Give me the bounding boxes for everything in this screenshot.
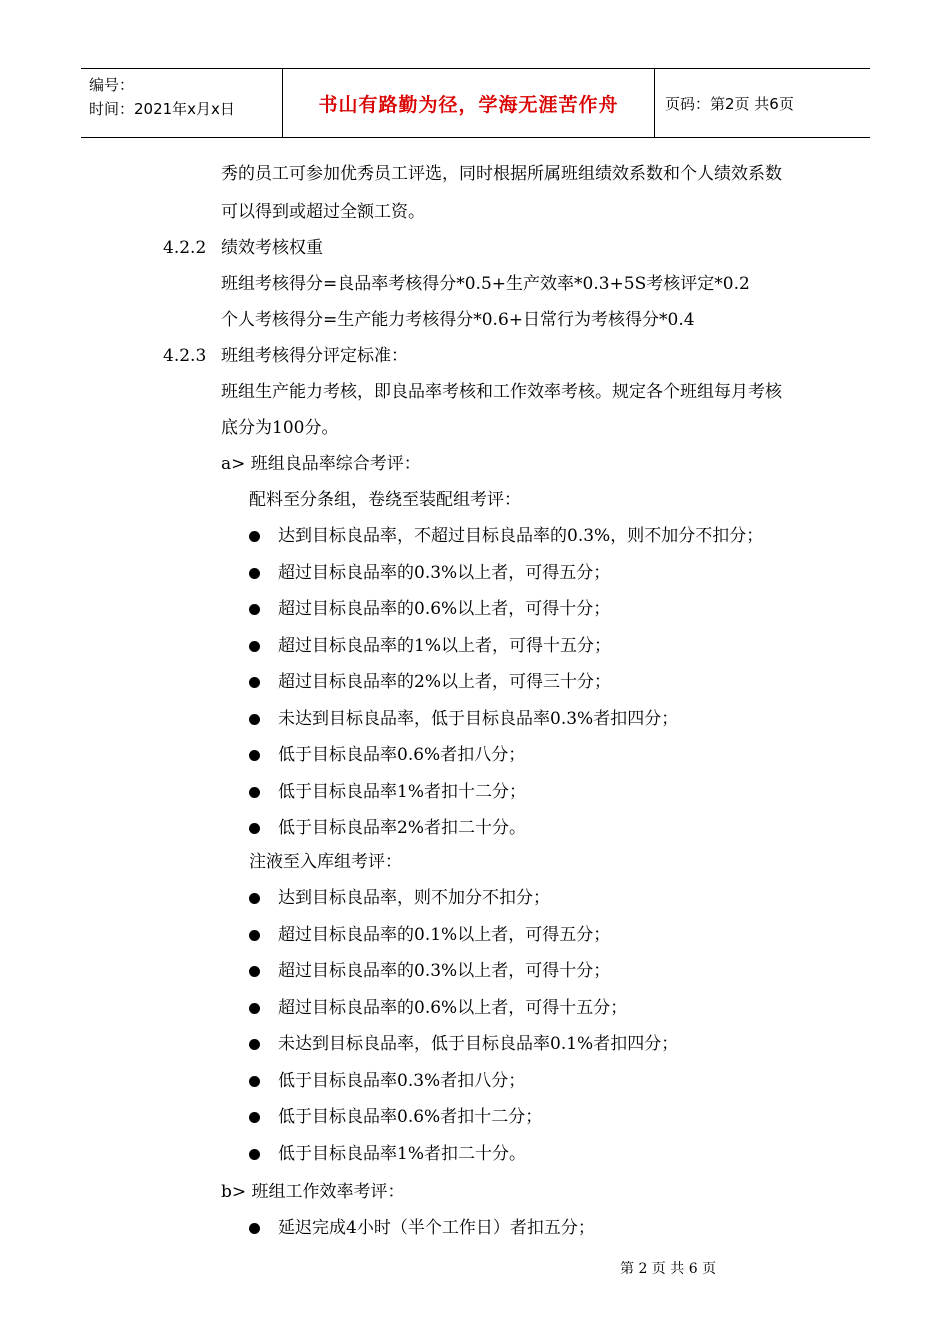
group-heading: 注液至入库组考评： [249, 852, 402, 872]
bullet-icon [249, 677, 260, 688]
bullet-icon [249, 1223, 260, 1234]
bullet-icon [249, 1003, 260, 1014]
bullet-icon [249, 714, 260, 725]
list-item: 达到目标良品率，不超过目标良品率的0.3%，则不加分不扣分； [278, 526, 764, 546]
bullet-icon [249, 568, 260, 579]
list-item: 延迟完成4小时（半个工作日）者扣五分； [278, 1218, 595, 1238]
paragraph-line: 底分为100分。 [221, 418, 339, 438]
bullet-icon [249, 1039, 260, 1050]
section-number: 4.2.2 [163, 238, 207, 258]
list-item: 未达到目标良品率，低于目标良品率0.1%者扣四分； [278, 1034, 679, 1054]
list-item: 低于目标良品率2%者扣二十分。 [278, 818, 526, 838]
bullet-icon [249, 1149, 260, 1160]
page-header [81, 68, 870, 138]
bullet-icon [249, 823, 260, 834]
footer-page-number: 第 2 页 共 6 页 [620, 1261, 717, 1277]
bullet-icon [249, 750, 260, 761]
bullet-icon [249, 531, 260, 542]
group-heading: 配料至分条组，卷绕至装配组考评： [249, 490, 521, 510]
list-item: 低于目标良品率0.3%者扣八分； [278, 1070, 526, 1091]
list-item: 低于目标良品率1%者扣二十分。 [278, 1143, 526, 1164]
bullet-icon [249, 641, 260, 652]
header-meta [81, 69, 282, 137]
bullet-icon [249, 893, 260, 904]
section-heading: 班组考核得分评定标准： [221, 346, 408, 366]
list-item: 超过目标良品率的0.6%以上者，可得十分； [278, 599, 611, 619]
number-label: 编号： [89, 76, 135, 94]
header-motto-cell [282, 69, 655, 137]
list-item: 超过目标良品率的2%以上者，可得三十分； [278, 672, 611, 692]
time-label: 时间：2021年x月x日 [89, 100, 235, 118]
page-footer [0, 1258, 950, 1278]
list-item: 低于目标良品率0.6%者扣八分； [278, 745, 526, 765]
header-page-info [655, 69, 870, 137]
subsection-label: b> 班组工作效率考评： [221, 1182, 405, 1202]
motto-text: 书山有路勤为径，学海无涯苦作舟 [318, 93, 619, 116]
list-item: 达到目标良品率，则不加分不扣分； [278, 888, 550, 908]
bullet-icon [249, 1076, 260, 1087]
list-item: 未达到目标良品率，低于目标良品率0.3%者扣四分； [278, 708, 679, 729]
list-item: 低于目标良品率0.6%者扣十二分； [278, 1107, 543, 1127]
list-item: 低于目标良品率1%者扣十二分； [278, 781, 526, 802]
formula-line: 班组考核得分=良品率考核得分*0.5+生产效率*0.3+5S考核评定*0.2 [221, 274, 750, 294]
list-item: 超过目标良品率的0.1%以上者，可得五分； [278, 924, 611, 945]
paragraph-line: 秀的员工可参加优秀员工评选，同时根据所属班组绩效系数和个人绩效系数 [221, 164, 782, 184]
bullet-icon [249, 604, 260, 615]
list-item: 超过目标良品率的0.3%以上者，可得五分； [278, 562, 611, 583]
bullet-icon [249, 930, 260, 941]
list-item: 超过目标良品率的0.3%以上者，可得十分； [278, 961, 611, 981]
section-heading: 绩效考核权重 [221, 238, 323, 258]
list-item: 超过目标良品率的1%以上者，可得十五分； [278, 635, 611, 656]
section-number: 4.2.3 [163, 346, 207, 366]
bullet-icon [249, 787, 260, 798]
list-item: 超过目标良品率的0.6%以上者，可得十五分； [278, 997, 628, 1018]
formula-line: 个人考核得分=生产能力考核得分*0.6+日常行为考核得分*0.4 [221, 310, 695, 330]
page-info-text: 页码：第2页 共6页 [665, 94, 794, 113]
bullet-icon [249, 1112, 260, 1123]
subsection-label: a> 班组良品率综合考评： [221, 454, 421, 474]
bullet-icon [249, 966, 260, 977]
paragraph-line: 可以得到或超过全额工资。 [221, 202, 425, 222]
paragraph-line: 班组生产能力考核，即良品率考核和工作效率考核。规定各个班组每月考核 [221, 382, 782, 402]
